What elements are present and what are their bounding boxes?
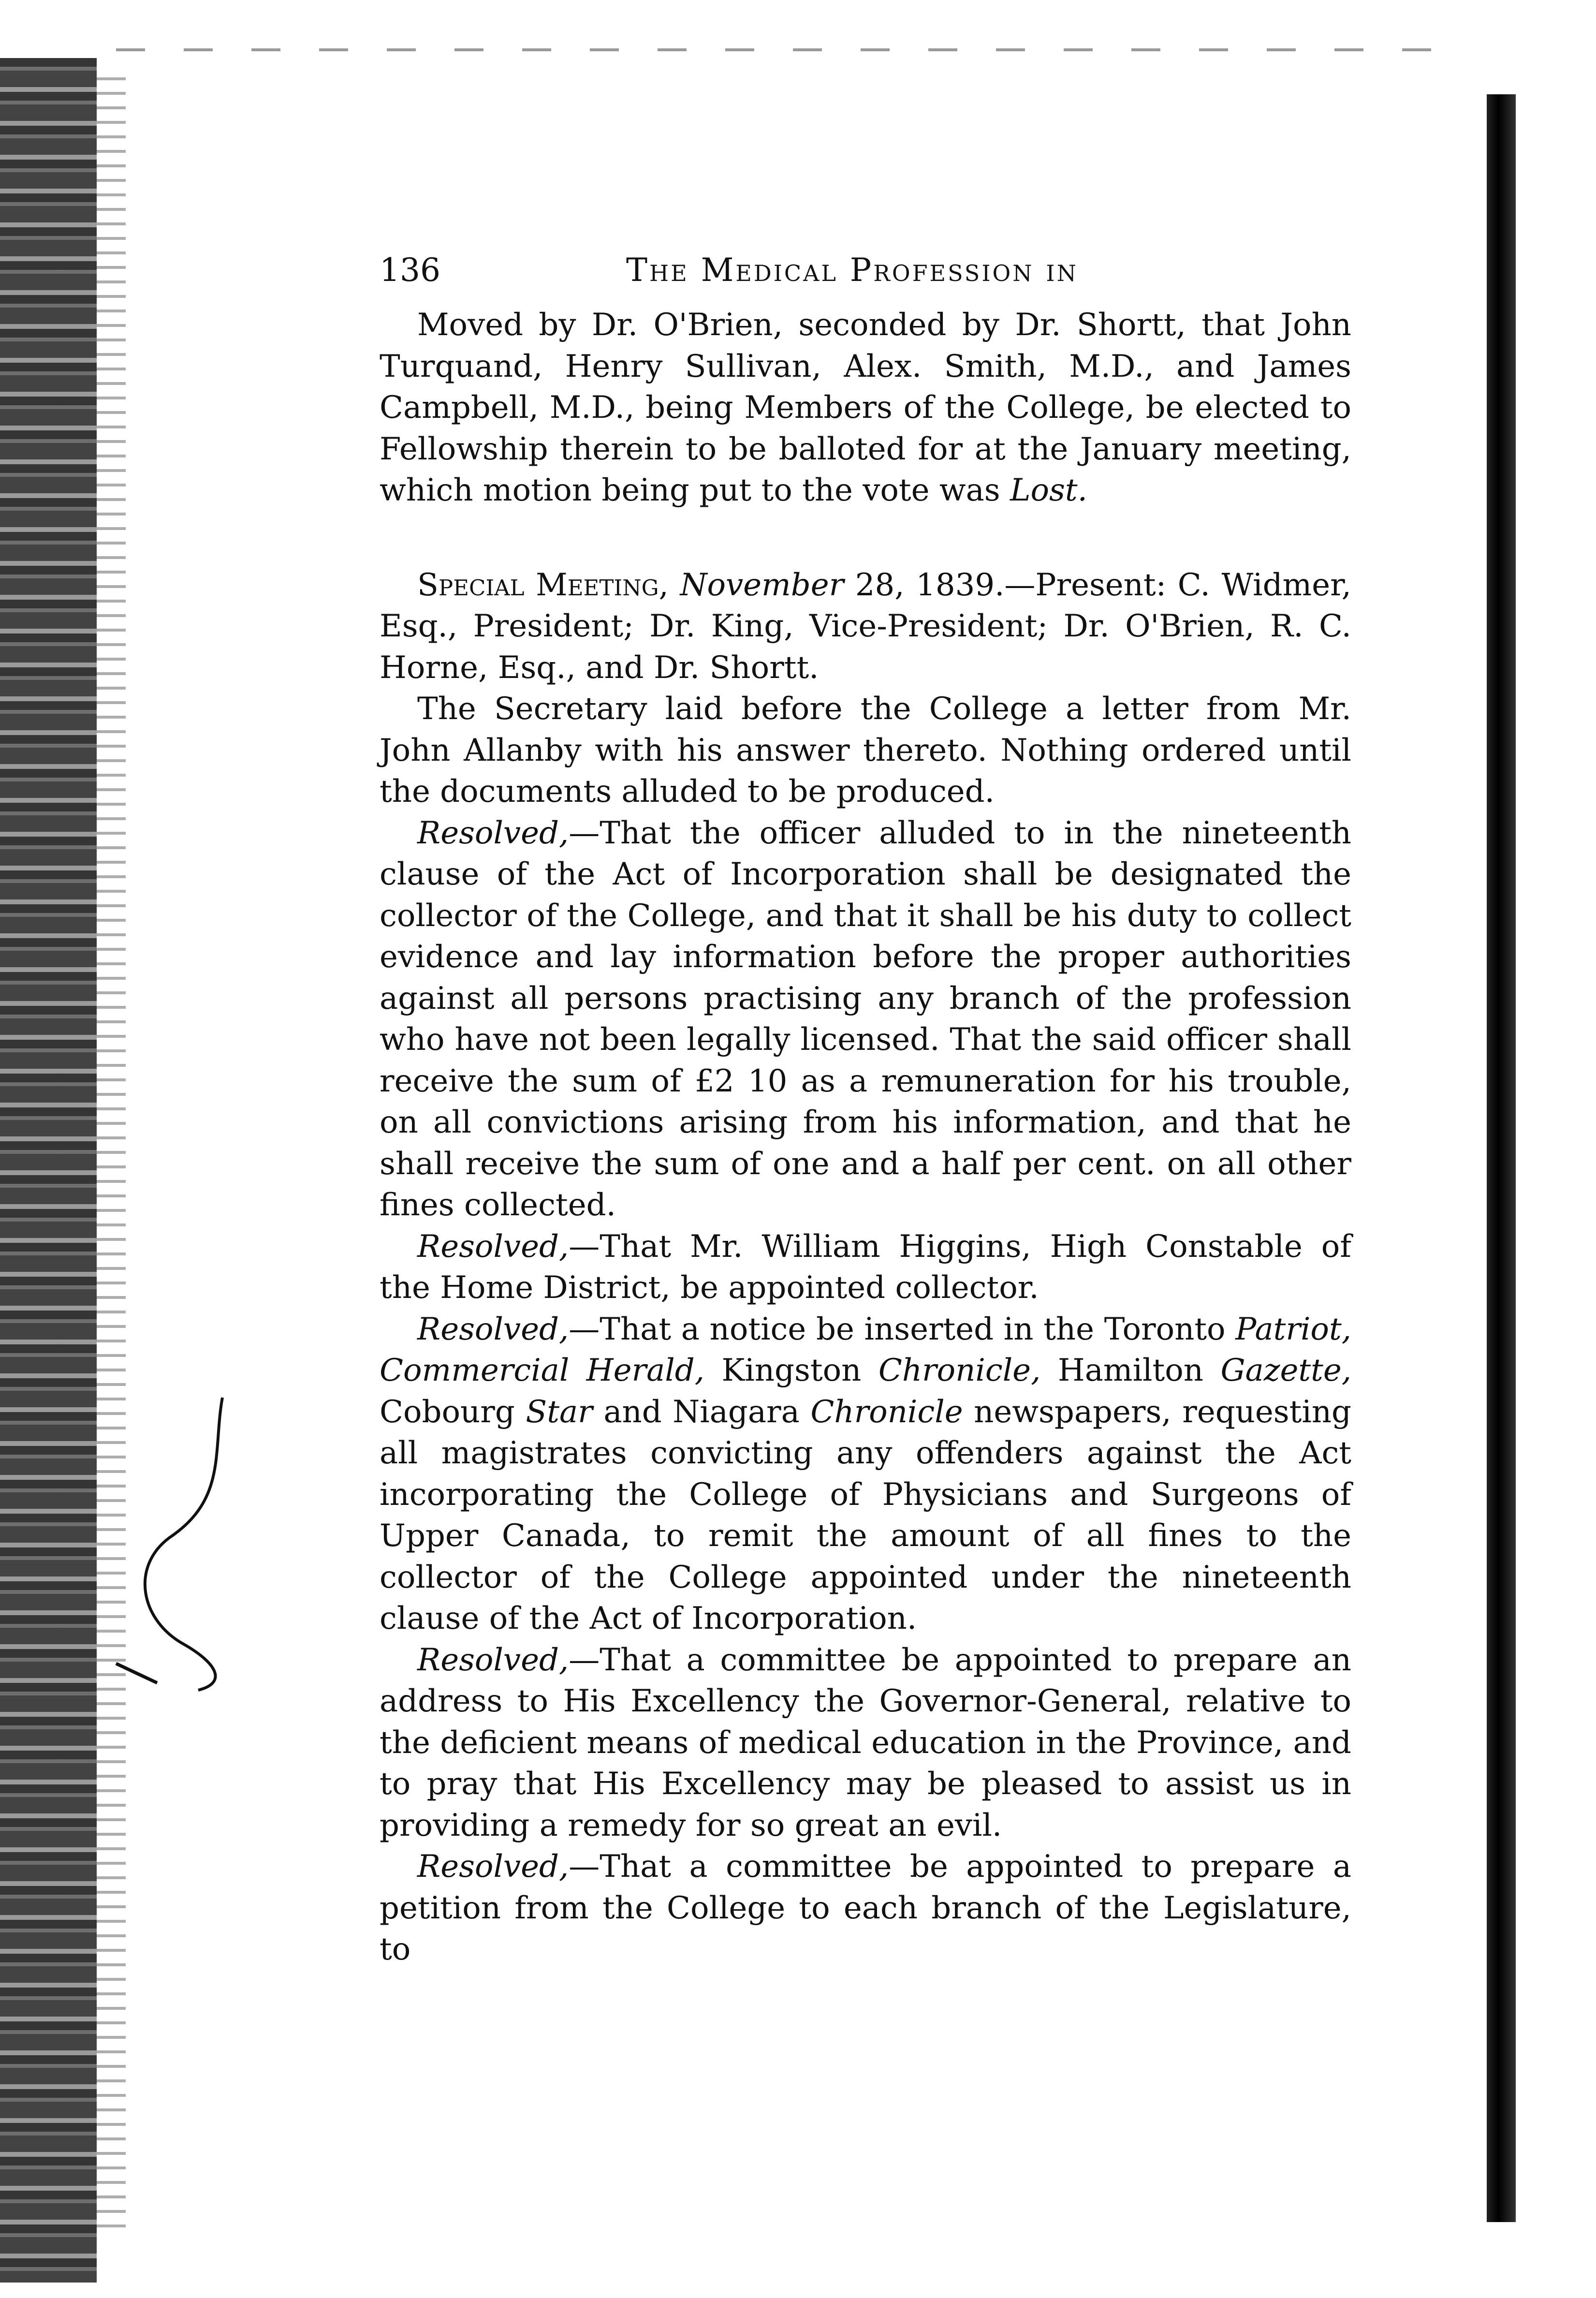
paragraph-secretary-letter: The Secretary laid before the College a letter from Mr. John Allanby with his answer thereto. Nothing ordered until the documents alluded to be produced. [380, 691, 1351, 810]
pencil-mark-icon [111, 1393, 256, 1693]
paragraph-special-meeting: Special Meeting, November 28, 1839.—Present: C. Widmer, Esq., President; Dr. King, Vice-President; Dr. O'Brien, R. C. Horne, Esq., and Dr. Shortt. [380, 567, 1352, 686]
page-number: 136 [380, 251, 440, 289]
scan-binding-shadow [0, 58, 97, 2283]
paragraph-resolution-newspapers: Resolved,—That a notice be inserted in the Toronto Patriot, Commercial Herald, Kingston Chronicle, Hamilton Gazette, Cobourg Star and Niagara Chronicle newspapers, requesting all magistrates convicting any offenders against the Act incorporating the College of Physicians and Surgeons of Upper Canada, to remit the amount of all fines to the collector of the College appointed under the nineteenth clause of the Act of Incorporation. [380, 1311, 1352, 1636]
scan-top-edge [116, 48, 1470, 51]
book-page [380, 251, 1351, 1971]
running-head [380, 251, 1351, 305]
scan-right-edge [1487, 94, 1516, 2222]
paragraph-resolution-collector-duties: Resolved,—That the officer alluded to in the nineteenth clause of the Act of Incorporation shall be designated the collector of the College, and that it shall be his duty to collect evidence and lay information before the proper authorities against all persons practising any branch of the profession who have not been legally licensed. That the said officer shall receive the sum of £2 10 as a remuneration for his trouble, on all convictions arising from his information, and that he shall receive the sum of one and a half per cent. on all other fines collected. [380, 815, 1351, 1223]
scan-binding-noise [97, 77, 126, 2229]
body-text [380, 305, 1351, 1971]
paragraph-resolution-higgins: Resolved,—That Mr. William Higgins, High Constable of the Home District, be appointed collector. [380, 1228, 1351, 1306]
paragraph-motion: Moved by Dr. O'Brien, seconded by Dr. Shortt, that John Turquand, Henry Sullivan, Alex. Smith, M.D., and James Campbell, M.D., being Members of the College, be elected to Fellowship therein to be balloted for at the January meeting, which motion being put to the vote was Lost. [380, 307, 1351, 508]
paragraph-resolution-petition: Resolved,—That a committee be appointed to prepare a petition from the College to each branch of the Legislature, to [380, 1849, 1351, 1967]
running-head-title: The Medical Profession in [626, 251, 1078, 289]
paragraph-resolution-address: Resolved,—That a committee be appointed to prepare an address to His Excellency the Governor-General, relative to the deficient means of medical education in the Province, and to pray that His Excellency may be pleased to assist us in providing a remedy for so great an evil. [380, 1642, 1351, 1843]
